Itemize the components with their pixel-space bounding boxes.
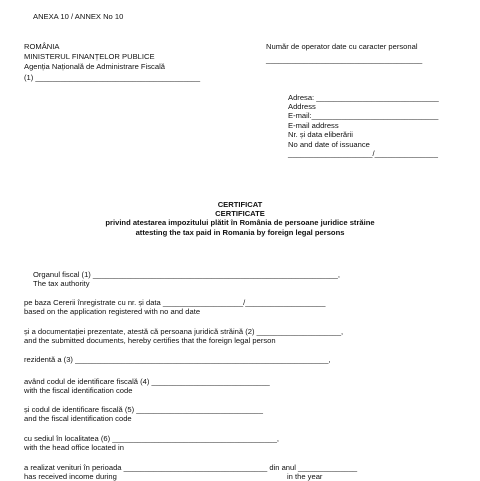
- authority-field-1: (1) _______________________________________: [24, 73, 201, 82]
- field-tax-authority-en: The tax authority: [33, 279, 90, 288]
- field-tax-authority: Organul fiscal (1) __________________________________________________________,: [33, 270, 340, 279]
- email-label-en: E-mail address: [288, 121, 339, 130]
- field-income-year-en: in the year: [287, 472, 323, 481]
- issue-label-en: No and date of issuance: [288, 140, 370, 149]
- annex-label: ANEXA 10 / ANNEX No 10: [33, 12, 124, 21]
- field-legal-person: și a documentației prezentate, atestă că persoana juridică străină (2) ____________________,: [24, 327, 344, 336]
- field-income-period-en: has received income during: [24, 472, 117, 481]
- address-label-en: Address: [288, 102, 316, 111]
- ministry-name: MINISTERUL FINANȚELOR PUBLICE: [24, 52, 155, 61]
- field-fiscal-code-4-en: with the fiscal identification code: [24, 386, 133, 395]
- field-fiscal-code-5: și codul de identificare fiscală (5) ______________________________: [24, 405, 263, 414]
- issue-label-ro: Nr. și data eliberării: [288, 130, 353, 139]
- field-legal-person-en: and the submitted documents, hereby certifies that the foreign legal person: [24, 336, 276, 345]
- operator-line: _____________________________________: [266, 55, 423, 64]
- subtitle-en: attesting the tax paid in Romania by foreign legal persons: [135, 228, 345, 237]
- field-application: pe baza Cererii înregistrate cu nr. și data ___________________/___________________: [24, 298, 326, 307]
- subtitle-ro: privind atestarea impozitului plătit în România de persoane juridice străine: [105, 218, 375, 227]
- country-name: ROMÂNIA: [24, 42, 60, 51]
- field-head-office-en: with the head office located in: [24, 443, 124, 452]
- issue-field: ____________________/_______________: [288, 149, 438, 158]
- field-fiscal-code-5-en: and the fiscal identification code: [24, 414, 132, 423]
- field-income-period: a realizat venituri în perioada __________________________________ din anul ______________: [24, 463, 358, 472]
- field-application-en: based on the application registered with no and date: [24, 307, 201, 316]
- title-ro: CERTIFICAT: [217, 200, 263, 209]
- agency-name: Agenția Națională de Administrare Fiscală: [24, 62, 165, 71]
- field-fiscal-code-4: având codul de identificare fiscală (4) ____________________________: [24, 377, 270, 386]
- address-field: Adresa: _____________________________: [288, 93, 439, 102]
- title-en: CERTIFICATE: [215, 209, 265, 218]
- operator-label: Număr de operator date cu caracter personal: [266, 42, 418, 51]
- field-head-office: cu sediul în localitatea (6) _______________________________________,: [24, 434, 280, 443]
- email-field: E-mail:______________________________: [288, 111, 439, 120]
- field-residence: rezidentă a (3) ____________________________________________________________,: [24, 355, 331, 364]
